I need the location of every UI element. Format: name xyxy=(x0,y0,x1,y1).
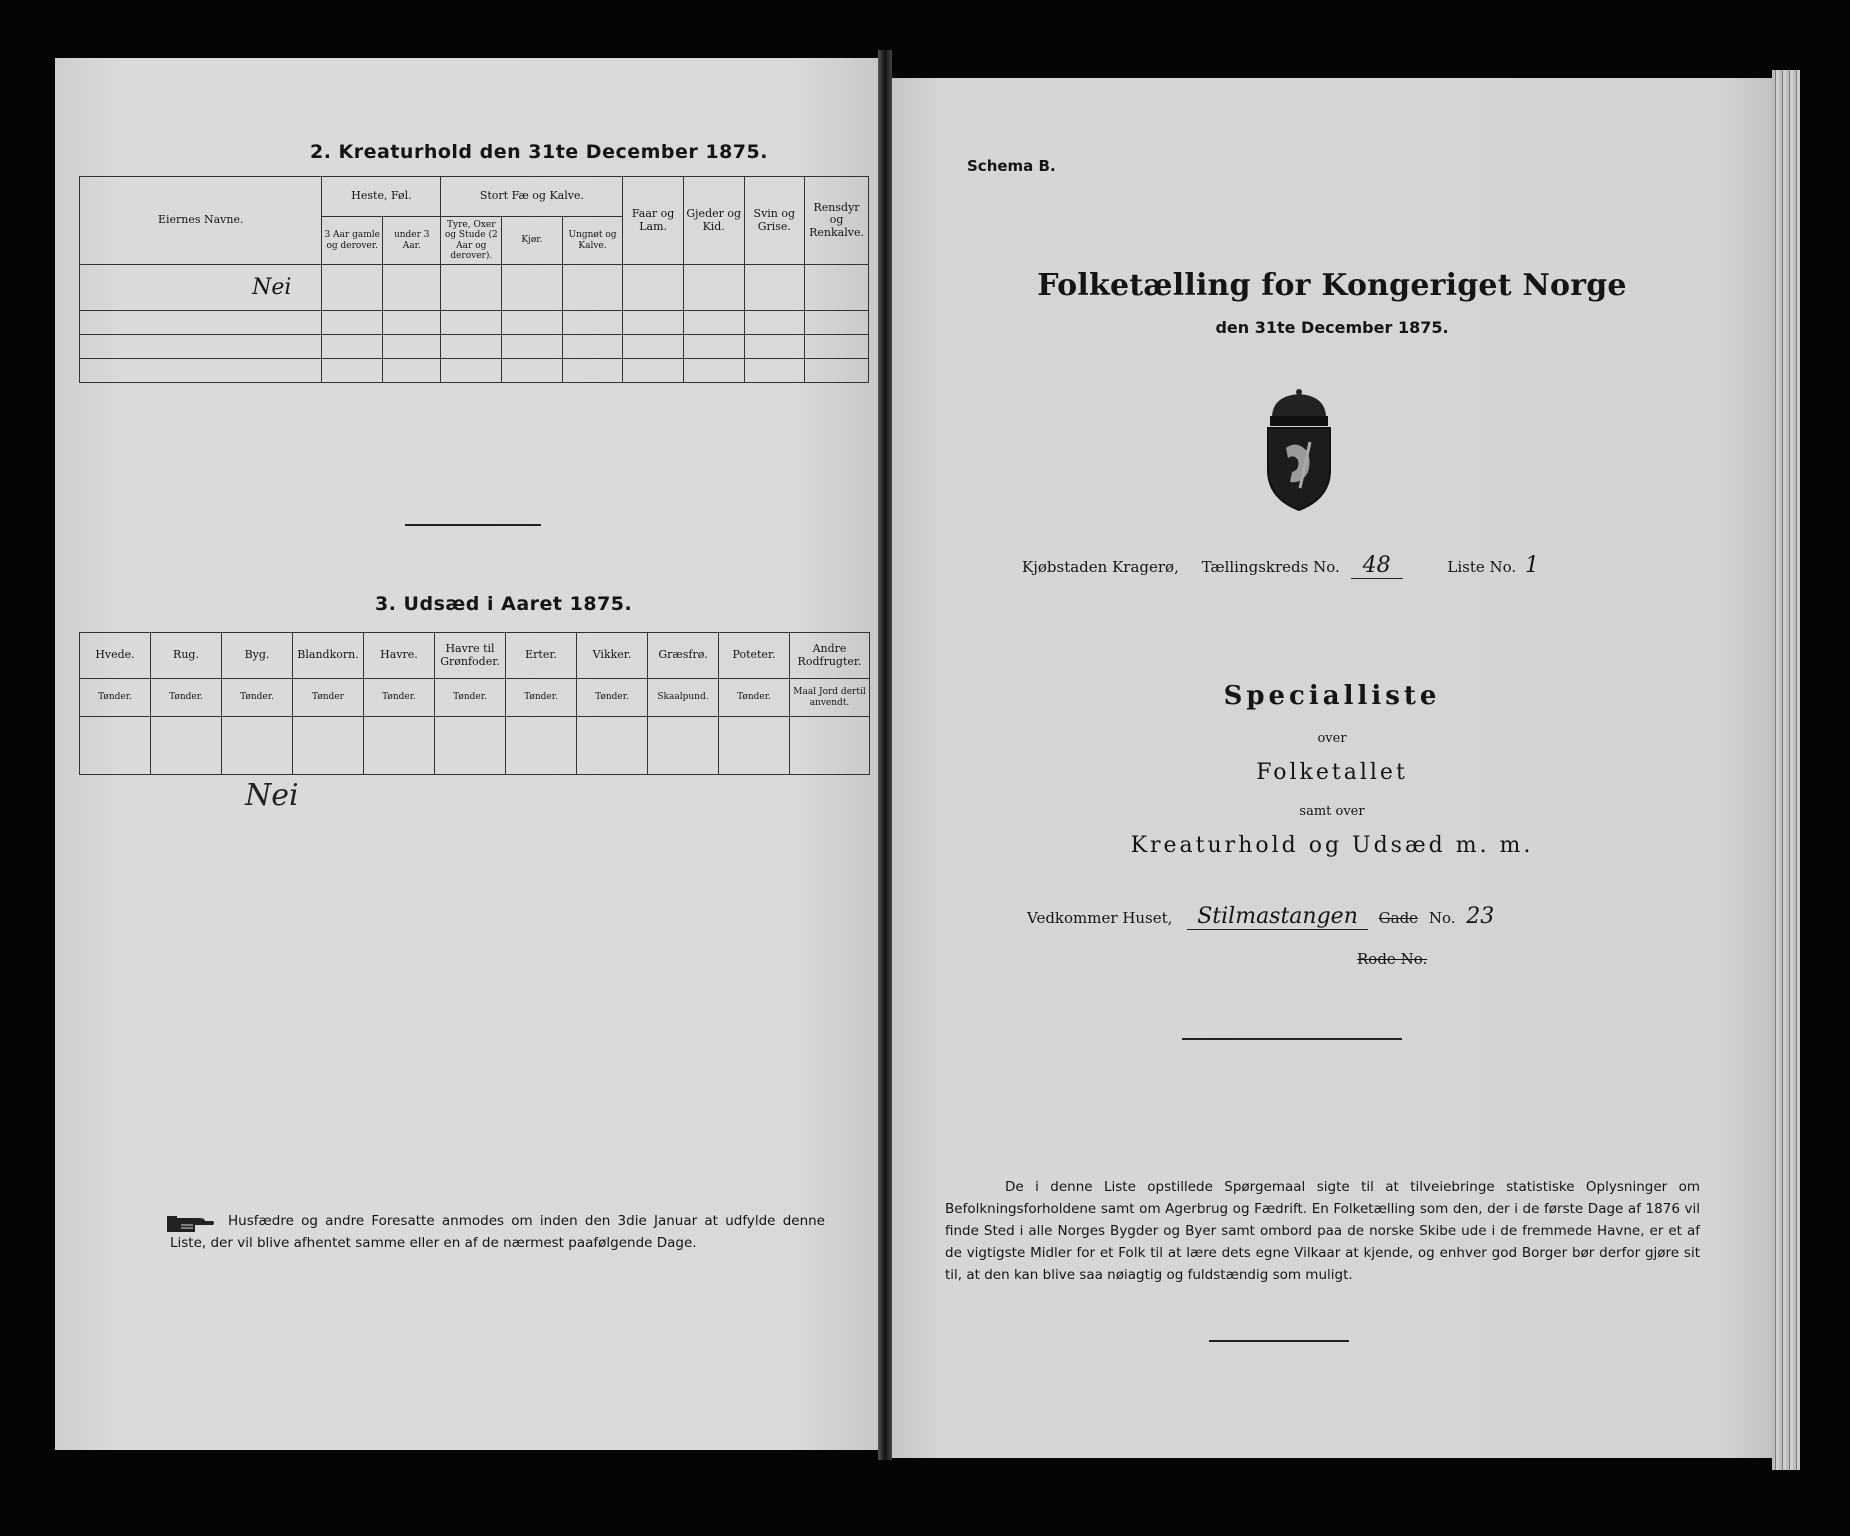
seed-unit: Tønder xyxy=(293,679,364,717)
table-row xyxy=(80,717,870,775)
coat-of-arms-icon xyxy=(1258,388,1340,514)
list-label: Liste No. xyxy=(1447,558,1517,576)
seed-col-peas: Erter. xyxy=(506,633,577,679)
seed-col-potatoes: Poteter. xyxy=(719,633,790,679)
divider xyxy=(1182,1038,1402,1040)
folketallet-heading: Folketallet xyxy=(1256,760,1408,785)
seed-unit: Tønder. xyxy=(577,679,648,717)
livestock-table xyxy=(79,176,869,383)
seed-col-other-roots: Andre Rodfrugter. xyxy=(790,633,870,679)
col-reindeer: Rensdyr og Renkalve. xyxy=(805,177,869,265)
town-label: Kjøbstaden Kragerø, xyxy=(1022,558,1179,576)
notice-text: Husfædre og andre Foresatte anmodes om inden den 3die Januar at udfylde denne Liste, der vil blive afhentet samme eller en af de nærmest paafølgende Dage. xyxy=(170,1213,825,1251)
kreaturhold-heading: Kreaturhold og Udsæd m. m. xyxy=(1130,833,1534,858)
gade-label: Gade xyxy=(1378,909,1419,927)
divider xyxy=(1209,1340,1349,1342)
section2-title: 2. Kreaturhold den 31te December 1875. xyxy=(310,141,768,163)
seed-col-green-oats: Havre til Grønfoder. xyxy=(435,633,506,679)
sub-horses-young: under 3 Aar. xyxy=(383,217,441,265)
over-label: over xyxy=(1317,731,1347,746)
seed-unit: Tønder. xyxy=(435,679,506,717)
sub-cows: Kjør. xyxy=(502,217,563,265)
seed-unit: Tønder. xyxy=(719,679,790,717)
seed-unit: Tønder. xyxy=(80,679,151,717)
right-page xyxy=(892,78,1772,1458)
seed-unit: Maal Jord dertil anvendt. xyxy=(790,679,870,717)
table-row xyxy=(80,265,869,311)
table-row xyxy=(80,311,869,335)
house-label: Vedkommer Huset, xyxy=(1027,909,1173,927)
samt-over-label: samt over xyxy=(1299,804,1365,819)
census-date: den 31te December 1875. xyxy=(1215,318,1449,337)
street-name: Stilmastangen xyxy=(1187,904,1368,930)
sub-young-cattle: Ungnøt og Kalve. xyxy=(562,217,623,265)
seed-unit: Tønder. xyxy=(364,679,435,717)
col-pigs: Svin og Grise. xyxy=(744,177,805,265)
intro-paragraph: De i denne Liste opstillede Spørgemaal sigte til at tilveiebringe statistiske Oplysninger om Befolkningsforholdene samt om Agerbrug og Fædrift. En Folketælling som den, der i de første Dage af 1876 vil finde Sted i alle Norges Bygder og Byer samt ombord paa de norske Skibe ude i de fremmede Havne, er et af de vigtigste Midler for et Folk til at lære dets egne Vilkaar at kjende, og enhver god Borger bør derfor gjøre sit til, at den kan blive saa nøiagtig og fuldstændig som muligt. xyxy=(945,1179,1700,1283)
seed-unit: Tønder. xyxy=(151,679,222,717)
seed-unit: Tønder. xyxy=(222,679,293,717)
specialliste-heading: Specialliste xyxy=(1223,681,1441,711)
col-sheep: Faar og Lam. xyxy=(623,177,684,265)
page-edges xyxy=(1772,70,1800,1470)
table-row xyxy=(80,335,869,359)
seed-col-grass-seed: Græsfrø. xyxy=(648,633,719,679)
divider xyxy=(405,524,541,526)
seed-unit: Tønder. xyxy=(506,679,577,717)
seed-col-wheat: Hvede. xyxy=(80,633,151,679)
sub-bulls: Tyre, Oxer og Stude (2 Aar og derover). xyxy=(441,217,502,265)
group-horses: Heste, Føl. xyxy=(322,177,441,217)
handwritten-entry: Nei xyxy=(245,778,299,813)
seed-col-oats: Havre. xyxy=(364,633,435,679)
district-number: 48 xyxy=(1351,553,1403,579)
seed-table xyxy=(79,632,870,775)
seed-col-vetch: Vikker. xyxy=(577,633,648,679)
rode-label: Rode No. xyxy=(1357,950,1428,968)
seed-unit: Skaalpund. xyxy=(648,679,719,717)
page-title: Folketælling for Kongeriget Norge xyxy=(1037,268,1627,303)
sub-horses-old: 3 Aar gamle og derover. xyxy=(322,217,383,265)
seed-col-barley: Byg. xyxy=(222,633,293,679)
district-label: Tællingskreds No. xyxy=(1201,558,1340,576)
house-no-label: No. xyxy=(1428,909,1456,927)
seed-col-rye: Rug. xyxy=(151,633,222,679)
book-gutter xyxy=(878,50,892,1460)
col-owner-names: Eiernes Navne. xyxy=(80,177,322,265)
house-number: 23 xyxy=(1466,904,1495,929)
seed-col-mixed-grain: Blandkorn. xyxy=(293,633,364,679)
group-cattle: Stort Fæ og Kalve. xyxy=(441,177,623,217)
location-line xyxy=(1022,553,1539,578)
table-row xyxy=(80,359,869,383)
section3-title: 3. Udsæd i Aaret 1875. xyxy=(375,593,633,615)
house-line xyxy=(1027,904,1494,929)
col-goats: Gjeder og Kid. xyxy=(683,177,744,265)
handwritten-entry: Nei xyxy=(252,274,292,300)
left-page xyxy=(55,58,878,1450)
schema-label: Schema B. xyxy=(967,157,1056,175)
list-number: 1 xyxy=(1524,553,1539,578)
